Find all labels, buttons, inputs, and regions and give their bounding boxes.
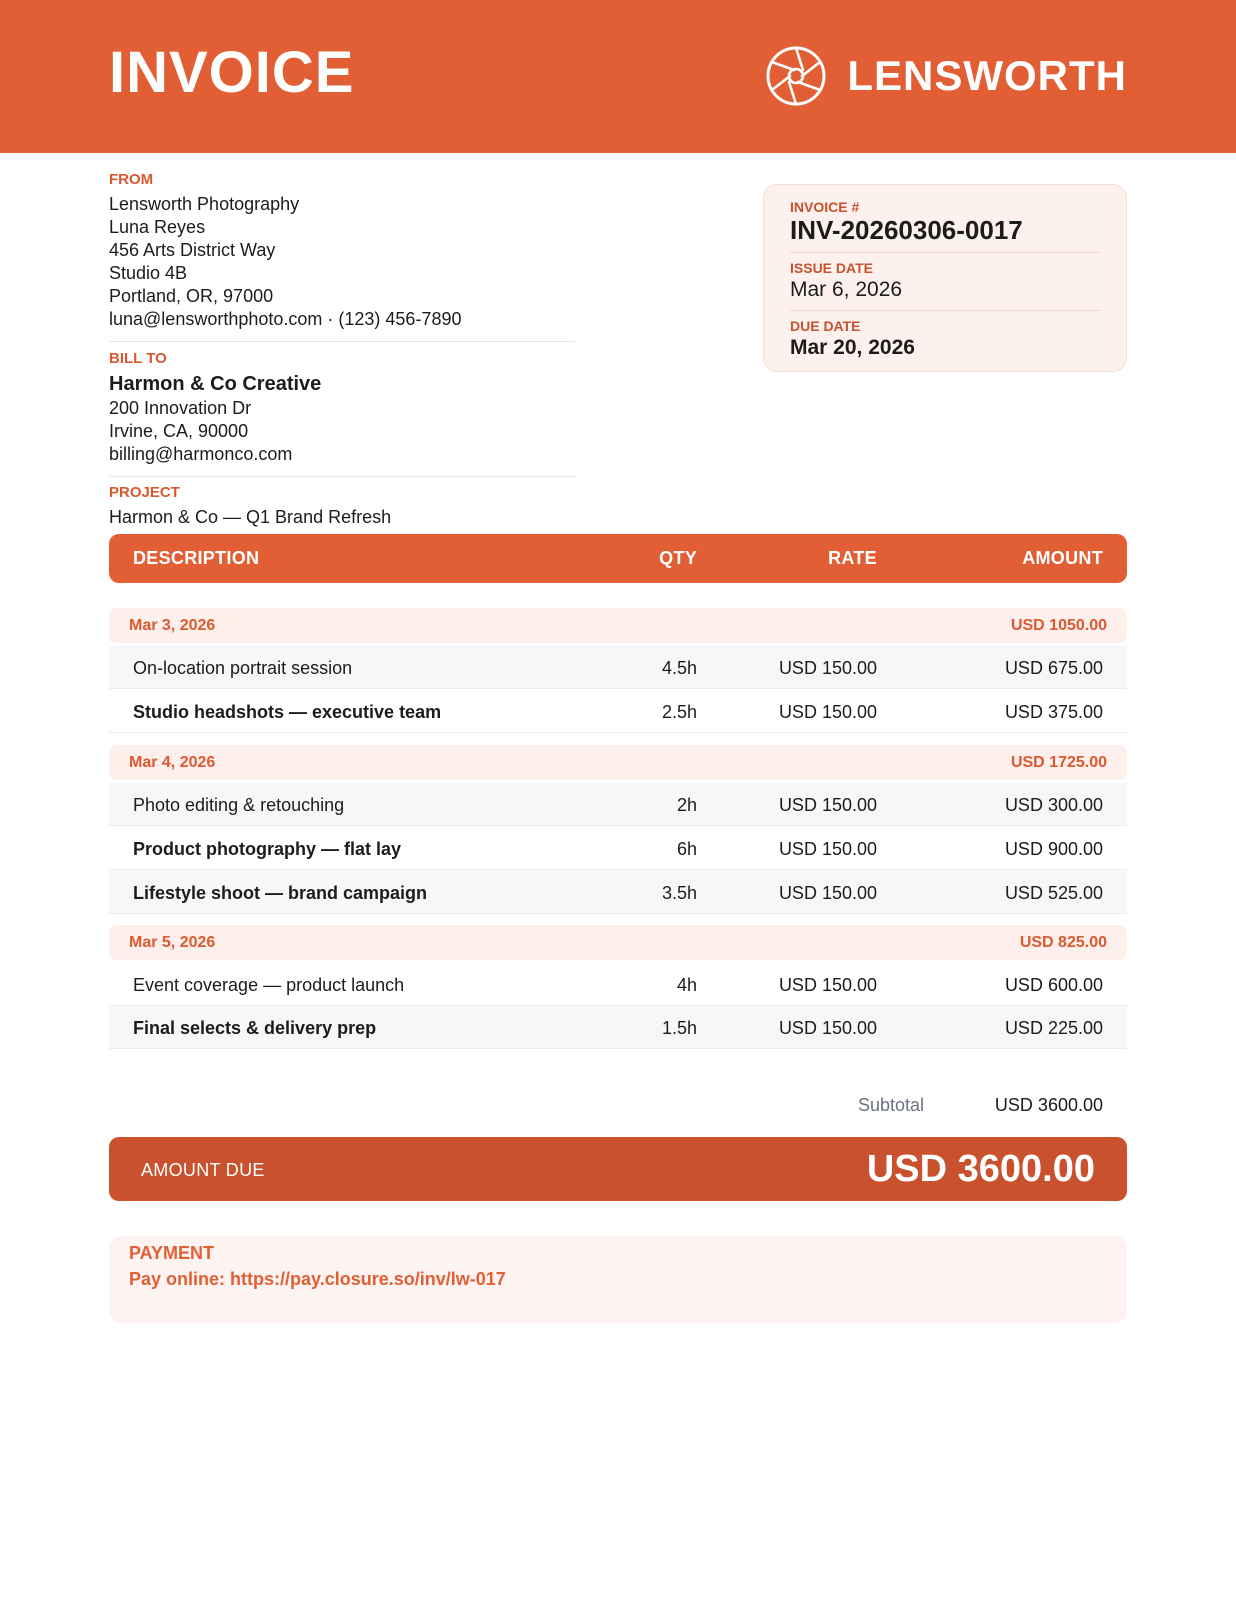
row-qty: 2h [676, 795, 697, 815]
from-suite: Studio 4B [109, 263, 188, 283]
payment-box [109, 1236, 1127, 1323]
payment-label: PAYMENT [129, 1243, 215, 1263]
column-header-amount: AMOUNT [1022, 548, 1103, 568]
bill-to-city: Irvine, CA, 90000 [109, 421, 249, 441]
bill-to-email: billing@harmonco.com [109, 444, 293, 464]
group-total: USD 1725.00 [1010, 754, 1107, 771]
bill-to-label: BILL TO [109, 350, 167, 367]
project-section [109, 484, 575, 529]
row-qty: 3.5h [661, 883, 697, 903]
row-rate: USD 150.00 [778, 1018, 877, 1038]
group-total: USD 1050.00 [1010, 617, 1107, 634]
due-date: Mar 20, 2026 [790, 336, 915, 359]
bill-to-street: 200 Innovation Dr [109, 398, 252, 418]
invoice-title: INVOICE [109, 40, 355, 105]
invoice-number-label: INVOICE # [790, 199, 860, 215]
row-rate: USD 150.00 [778, 658, 877, 678]
row-description: Lifestyle shoot — brand campaign [133, 883, 428, 903]
subtotal-value: USD 3600.00 [994, 1095, 1103, 1115]
date-group-header [109, 925, 1127, 960]
date-group-header [109, 745, 1127, 780]
project-name: Harmon & Co — Q1 Brand Refresh [109, 507, 392, 527]
from-company: Lensworth Photography [109, 194, 300, 214]
group-date: Mar 4, 2026 [129, 754, 216, 771]
table-row [109, 1006, 1127, 1049]
due-date-label: DUE DATE [790, 318, 861, 334]
brand [765, 44, 1127, 108]
subtotal-label: Subtotal [858, 1095, 925, 1115]
row-amount: USD 675.00 [1004, 658, 1103, 678]
camera-aperture-icon [765, 45, 827, 107]
row-rate: USD 150.00 [778, 839, 877, 859]
table-row [109, 690, 1127, 733]
row-description: On-location portrait session [133, 658, 353, 678]
brand-name: LENSWORTH [847, 52, 1127, 99]
from-contact: Luna Reyes [109, 217, 206, 237]
table-row [109, 646, 1127, 689]
bill-to-name: Harmon & Co Creative [109, 373, 322, 395]
group-date: Mar 5, 2026 [129, 934, 216, 951]
divider [109, 341, 575, 342]
issue-date-label: ISSUE DATE [790, 260, 873, 276]
row-qty: 4h [676, 975, 697, 995]
table-row [109, 871, 1127, 914]
table-row [109, 963, 1127, 1006]
column-header-qty: QTY [659, 548, 697, 568]
table-row [109, 783, 1127, 826]
invoice-meta-card [763, 184, 1127, 372]
project-label: PROJECT [109, 484, 180, 501]
divider [109, 476, 575, 477]
row-amount: USD 525.00 [1004, 883, 1103, 903]
divider [790, 310, 1100, 311]
issue-date: Mar 6, 2026 [790, 278, 903, 301]
from-label: FROM [109, 171, 154, 188]
bill-to-section [109, 350, 575, 466]
payment-link[interactable]: Pay online: https://pay.closure.so/inv/lw-017 [129, 1269, 506, 1289]
row-rate: USD 150.00 [778, 975, 877, 995]
row-qty: 1.5h [661, 1018, 697, 1038]
row-amount: USD 600.00 [1004, 975, 1103, 995]
amount-due-value: USD 3600.00 [866, 1148, 1095, 1190]
row-qty: 6h [676, 839, 697, 859]
from-city: Portland, OR, 97000 [109, 286, 274, 306]
from-street: 456 Arts District Way [109, 240, 276, 260]
table-header [109, 534, 1127, 583]
row-rate: USD 150.00 [778, 795, 877, 815]
divider [790, 252, 1100, 253]
row-description: Photo editing & retouching [133, 795, 345, 815]
row-description: Final selects & delivery prep [133, 1018, 377, 1038]
column-header-rate: RATE [828, 548, 877, 568]
row-amount: USD 375.00 [1004, 702, 1103, 722]
table-row [109, 827, 1127, 870]
column-header-description: DESCRIPTION [133, 548, 260, 568]
row-rate: USD 150.00 [778, 702, 877, 722]
row-rate: USD 150.00 [778, 883, 877, 903]
from-section [109, 171, 575, 331]
row-description: Product photography — flat lay [133, 839, 402, 859]
row-amount: USD 300.00 [1004, 795, 1103, 815]
invoice-number: INV-20260306-0017 [790, 215, 1023, 245]
group-date: Mar 3, 2026 [129, 617, 216, 634]
row-qty: 2.5h [661, 702, 697, 722]
row-qty: 4.5h [661, 658, 697, 678]
row-description: Event coverage — product launch [133, 975, 405, 995]
date-group-header [109, 608, 1127, 643]
row-amount: USD 225.00 [1004, 1018, 1103, 1038]
invoice-header [0, 0, 1236, 153]
from-email-phone: luna@lensworthphoto.com · (123) 456-7890 [109, 309, 462, 329]
amount-due-label: AMOUNT DUE [141, 1160, 265, 1180]
amount-due-bar [109, 1137, 1127, 1201]
row-amount: USD 900.00 [1004, 839, 1103, 859]
group-total: USD 825.00 [1019, 934, 1107, 951]
row-description: Studio headshots — executive team [133, 702, 442, 722]
